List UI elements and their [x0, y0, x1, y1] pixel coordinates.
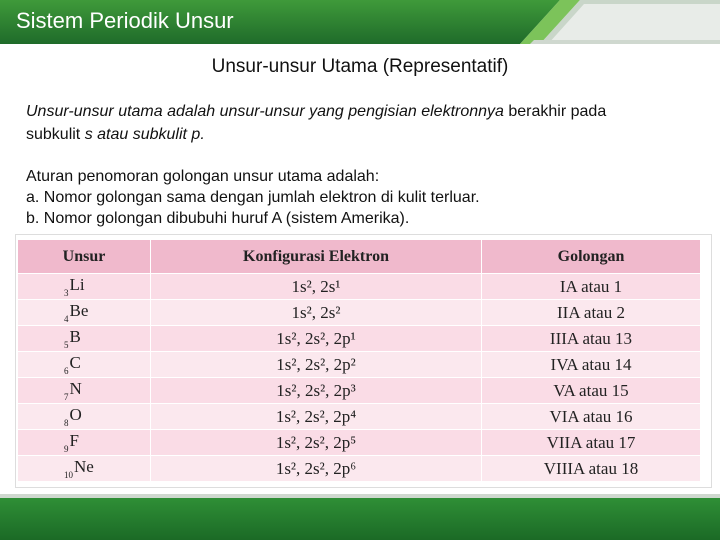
configuration-cell: 1s², 2s², 2p³ [151, 378, 482, 404]
element-symbol: B [69, 327, 81, 346]
group-cell: IIA atau 2 [482, 300, 701, 326]
element-cell [18, 430, 151, 456]
footer-background [0, 494, 720, 540]
atomic-number: 10 [64, 470, 73, 480]
table-row [18, 430, 701, 456]
group-cell: IIIA atau 13 [482, 326, 701, 352]
rules-line-3: b. Nomor golongan dibubuhi huruf A (sistem Amerika). [26, 210, 410, 227]
configuration-cell: 1s², 2s², 2p⁵ [151, 430, 482, 456]
atomic-number: 3 [64, 288, 69, 298]
atomic-number: 4 [64, 314, 69, 324]
group-cell: VA atau 15 [482, 378, 701, 404]
definition-paragraph [26, 100, 706, 146]
element-symbol: F [69, 431, 79, 450]
definition-line2-italic: s atau subkulit p. [84, 126, 205, 143]
configuration-cell: 1s², 2s², 2p² [151, 352, 482, 378]
slide-title: Sistem Periodik Unsur [16, 8, 234, 33]
table-row [18, 300, 701, 326]
table-header-row [18, 240, 701, 274]
definition-line2-prefix: subkulit [26, 126, 85, 143]
table-row [18, 274, 701, 300]
element-cell [18, 352, 151, 378]
element-cell [18, 456, 151, 482]
rules-paragraph [26, 166, 706, 229]
footer-bar [0, 494, 720, 540]
group-cell: IVA atau 14 [482, 352, 701, 378]
atomic-number: 9 [64, 444, 69, 454]
rules-line-1: Aturan penomoran golongan unsur utama adalah: [26, 168, 380, 185]
element-cell [18, 300, 151, 326]
atomic-number: 6 [64, 366, 69, 376]
element-symbol: Be [69, 301, 89, 320]
element-symbol: O [69, 405, 82, 424]
atomic-number: 7 [64, 392, 69, 402]
header-konfigurasi: Konfigurasi Elektron [151, 240, 482, 274]
element-table-image [15, 234, 712, 488]
configuration-cell: 1s², 2s², 2p¹ [151, 326, 482, 352]
table-row [18, 456, 701, 482]
group-cell: VIIA atau 17 [482, 430, 701, 456]
table-row [18, 326, 701, 352]
configuration-cell: 1s², 2s¹ [151, 274, 482, 300]
element-symbol: Ne [74, 457, 94, 476]
table-row [18, 404, 701, 430]
element-symbol: Li [69, 275, 85, 294]
definition-italic: Unsur-unsur utama adalah unsur-unsur yang pengisian elektronnya [26, 103, 504, 120]
table-row [18, 378, 701, 404]
element-symbol: C [69, 353, 81, 372]
element-cell [18, 378, 151, 404]
subtitle: Unsur-unsur Utama (Representatif) [211, 56, 509, 77]
group-cell: IA atau 1 [482, 274, 701, 300]
configuration-cell: 1s², 2s² [151, 300, 482, 326]
configuration-cell: 1s², 2s², 2p⁶ [151, 456, 482, 482]
group-cell: VIIIA atau 18 [482, 456, 701, 482]
header-bar [0, 0, 720, 44]
header-unsur: Unsur [18, 240, 151, 274]
element-cell [18, 404, 151, 430]
element-table [17, 239, 701, 482]
table-row [18, 352, 701, 378]
atomic-number: 5 [64, 340, 69, 350]
element-cell [18, 274, 151, 300]
group-cell: VIA atau 16 [482, 404, 701, 430]
configuration-cell: 1s², 2s², 2p⁴ [151, 404, 482, 430]
element-symbol: N [69, 379, 82, 398]
header-golongan: Golongan [482, 240, 701, 274]
element-cell [18, 326, 151, 352]
atomic-number: 8 [64, 418, 69, 428]
definition-normal: berakhir pada [503, 103, 607, 120]
rules-line-2: a. Nomor golongan sama dengan jumlah elektron di kulit terluar. [26, 189, 480, 206]
